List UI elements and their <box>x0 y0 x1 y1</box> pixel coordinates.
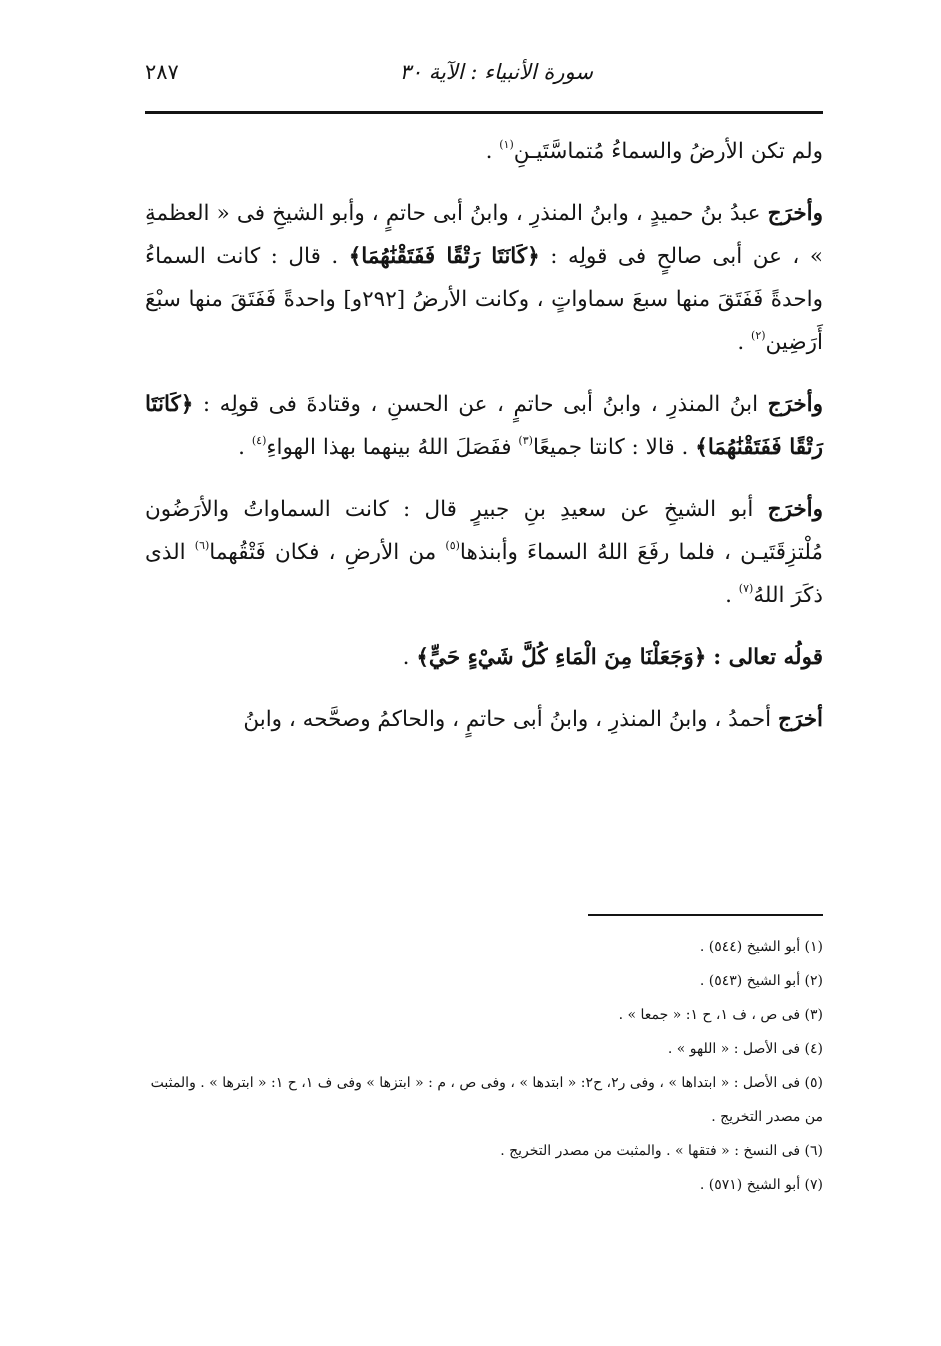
text-run: ولم تكن الأرضُ والسماءُ مُتماسَّتَيـنِ <box>513 139 823 164</box>
footnote: (٦) فى النسخ : « فتقها » . والمثبت من مصدر التخريج . <box>500 1143 823 1159</box>
text-run: . <box>402 645 417 670</box>
paragraph-lead-word: أخرَج <box>777 707 823 732</box>
footnote-marker: (٦) <box>194 539 210 552</box>
text-run: . قالا : كانتا جميعًا <box>532 435 696 460</box>
paragraph <box>145 636 823 679</box>
footnote: (٤) فى الأصل : « اللهو » . <box>667 1041 823 1057</box>
text-run: . <box>485 139 500 164</box>
paragraph <box>145 488 823 617</box>
text-run: . قال : كانت السماءُ واحدةً فَفَتَقَ منها سبعَ سماواتٍ ، وكانت الأرضُ [٢٩٢و] واحدةً فَفَتَقَ منها سبْعَ أَرَضِين <box>145 244 823 355</box>
main-text <box>145 130 823 760</box>
footnote-marker: (٥) <box>445 539 460 552</box>
paragraph-lead-word: قولُه تعالى : <box>713 645 823 670</box>
paragraph <box>145 698 823 741</box>
running-header <box>145 58 823 102</box>
text-run: أحمدُ ، وابنُ المنذرِ ، وابنُ أبى حاتمٍ ، والحاكمُ وصحَّحه ، وابنُ <box>243 707 778 732</box>
text-run: . <box>238 435 252 460</box>
footnotes <box>145 930 823 1202</box>
paragraph-lead-word: وأخرَج <box>767 392 823 417</box>
quran-quote: ﴿كَانَتَا رَتْقًا فَفَتَقْنَٰهُمَا﴾ <box>348 244 540 269</box>
paragraph <box>145 130 823 173</box>
footnote: (١) أبو الشيخ (٥٤٤) . <box>699 939 823 955</box>
text-run: من الأرضِ ، فكان فَتْقُهما <box>209 540 446 565</box>
header-rule <box>145 111 823 114</box>
paragraph <box>145 383 823 469</box>
text-run: أبو الشيخِ عن سعيدِ بنِ جبيرٍ قال : كانت السماواتُ والأرَضُون مُلْتزِقَتَيـن ، فلما رفَعَ اللهُ السماءَ وأبنذها <box>145 497 823 565</box>
footnote: (٧) أبو الشيخ (٥٧١) . <box>699 1177 823 1193</box>
quran-quote: ﴿وَجَعَلْنَا مِنَ الْمَاءِ كُلَّ شَيْءٍ حَيٍّ﴾ <box>416 645 707 670</box>
footnote-separator <box>588 914 823 916</box>
text-run: . <box>725 583 739 608</box>
text-run: ففَصَلَ اللهُ بينهما بهذا الهواءِ <box>266 435 519 460</box>
footnote: (٢) أبو الشيخ (٥٤٣) . <box>699 973 823 989</box>
footnote-marker: (٢) <box>751 329 766 342</box>
footnote: (٥) فى الأصل : « ابتداها » ، وفى ر٢، ح٢: « ابتدها » ، وفى ص ، م : « ابتزها » وفى ف ١، ح ١: « ابترها » . والمثبت من مصدر التخريج . <box>150 1075 823 1125</box>
footnote-marker: (١) <box>499 138 514 151</box>
footnote-marker: (٧) <box>738 582 754 595</box>
footnote-marker: (٤) <box>251 434 267 447</box>
paragraph <box>145 192 823 364</box>
text-run: . <box>737 330 752 355</box>
text-run: عبدُ بنُ حميدٍ ، وابنُ المنذرِ ، وابنُ أبى حاتمٍ ، وأبو الشيخِ فى « العظمةِ » ، عن أبى صالحٍ فى قولِه : <box>145 201 823 269</box>
paragraph-lead-word: وأخرَج <box>767 201 823 226</box>
quran-quote: ﴿كَانَتَا رَتْقًا فَفَتَقْنَٰهُمَا﴾ <box>145 392 823 460</box>
text-run: ابنُ المنذرِ ، وابنُ أبى حاتمٍ ، عن الحسنِ ، وقتادةَ فى قولِه : <box>193 392 768 417</box>
footnote: (٣) فى ص ، ف ١، ح ١: « جمعا » . <box>618 1007 823 1023</box>
footnote-marker: (٣) <box>518 434 533 447</box>
text-run: الذى ذكَرَ اللهُ <box>145 540 823 608</box>
paragraph-lead-word: وأخرَج <box>767 497 823 522</box>
header-title: سورة الأنبياء : الآية ٣٠ <box>399 60 593 84</box>
page-number: ٢٨٧ <box>145 60 179 84</box>
